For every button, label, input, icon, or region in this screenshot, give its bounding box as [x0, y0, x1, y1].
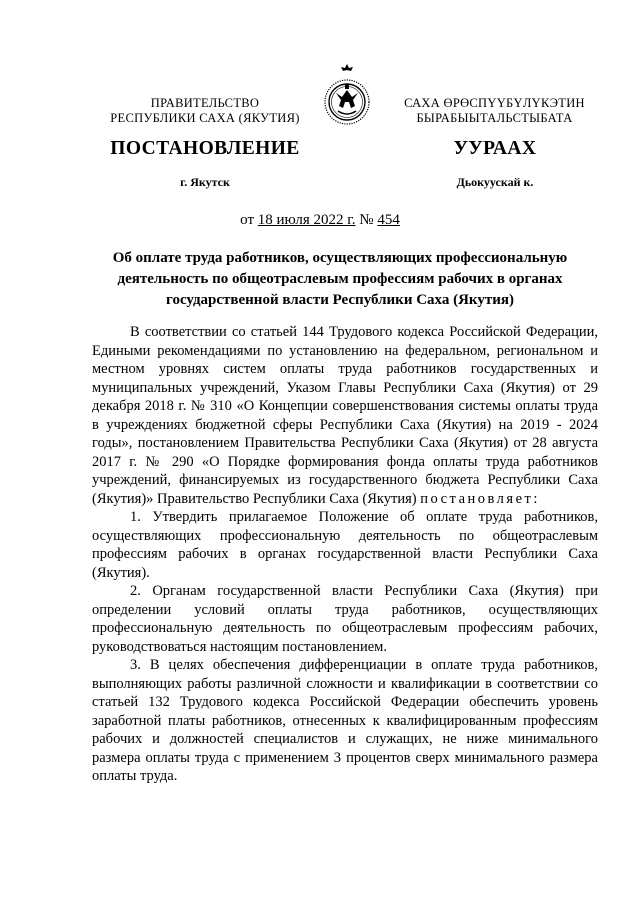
- issuer-russian-line2: РЕСПУБЛИКИ САХА (ЯКУТИЯ): [110, 111, 300, 125]
- number-sign: №: [359, 212, 374, 228]
- item-2-paragraph: 2. Органам государственной власти Республики Саха (Якутия) при определении условий оплаты труда работников, осуществляющих профессиональную деятельность по общеотраслевым профессиям рабочих, руководствоваться настоящим постановлением.: [92, 583, 598, 655]
- decree-word: постановляет: [420, 490, 534, 507]
- document-type-russian: ПОСТАНОВЛЕНИЕ: [110, 138, 300, 159]
- document-heading: Об оплате труда работников, осуществляющих профессиональную деятельность по общеотраслевым профессиям рабочих в органах государственной власти Республики Саха (Якутия): [112, 250, 568, 308]
- decree-colon: :: [533, 490, 538, 507]
- document-number: 454: [377, 212, 400, 228]
- date-prefix: от: [240, 212, 255, 228]
- document-type-yakut: УУРААХ: [453, 138, 537, 159]
- issuer-yakut-line1: САХА ӨРӨСПҮҮБҮЛҮКЭТИН: [404, 96, 585, 110]
- item-1-paragraph: 1. Утвердить прилагаемое Положение об оплате труда работников, осуществляющих профессиональную деятельность по общеотраслевым профессиям рабочих в органах государственной власти Республики Саха (Якутия).: [92, 509, 598, 581]
- issuer-yakut-line2: БЫРАБЫЫТАЛЬСТЫБАТА: [416, 111, 573, 125]
- issuer-yakut: [392, 96, 597, 126]
- preamble-text: В соответствии со статьей 144 Трудового кодекса Российской Федерации, Едиными рекомендациями по установлению на федеральном, региональном и местном уровнях систем оплаты труда работников государственных и муниципальных учреждений, Указом Главы Республики Саха (Якутия) от 29 декабря 2018 г. № 310 «О Концепции совершенствования системы оплаты труда в учреждениях бюджетной сферы Республики Саха (Якутия) на 2019 - 2024 годы», постановлением Правительства Республики Саха (Якутия) от 28 августа 2017 г. № 290 «О Порядке формирования фонда оплаты труда работников учреждений, финансируемых из государственного бюджета Республики Саха (Якутия)» Правительство Республики Саха (Якутия): [92, 324, 598, 507]
- document-body: [92, 323, 598, 786]
- document-date: 18 июля 2022 г.: [257, 212, 356, 228]
- issuer-russian-line1: ПРАВИТЕЛЬСТВО: [150, 96, 260, 110]
- date-and-number: [0, 212, 640, 229]
- city-yakut: Дьокуускай к.: [456, 175, 534, 189]
- coat-of-arms-icon: [323, 62, 371, 128]
- preamble-paragraph: [92, 323, 598, 508]
- city-russian: г. Якутск: [180, 175, 230, 189]
- issuer-russian: [100, 96, 310, 126]
- item-3-paragraph: 3. В целях обеспечения дифференциации в оплате труда работников, выполняющих работы различной сложности и квалификации в соответствии со статьей 132 Трудового кодекса Российской Федерации обеспечить уровень заработной платы работников, отнесенных к квалифицированным профессиям рабочих и должностей специалистов и служащих, не ниже минимального размера оплаты труда с применением 3 процентов сверх минимального размера оплаты труда.: [92, 657, 598, 784]
